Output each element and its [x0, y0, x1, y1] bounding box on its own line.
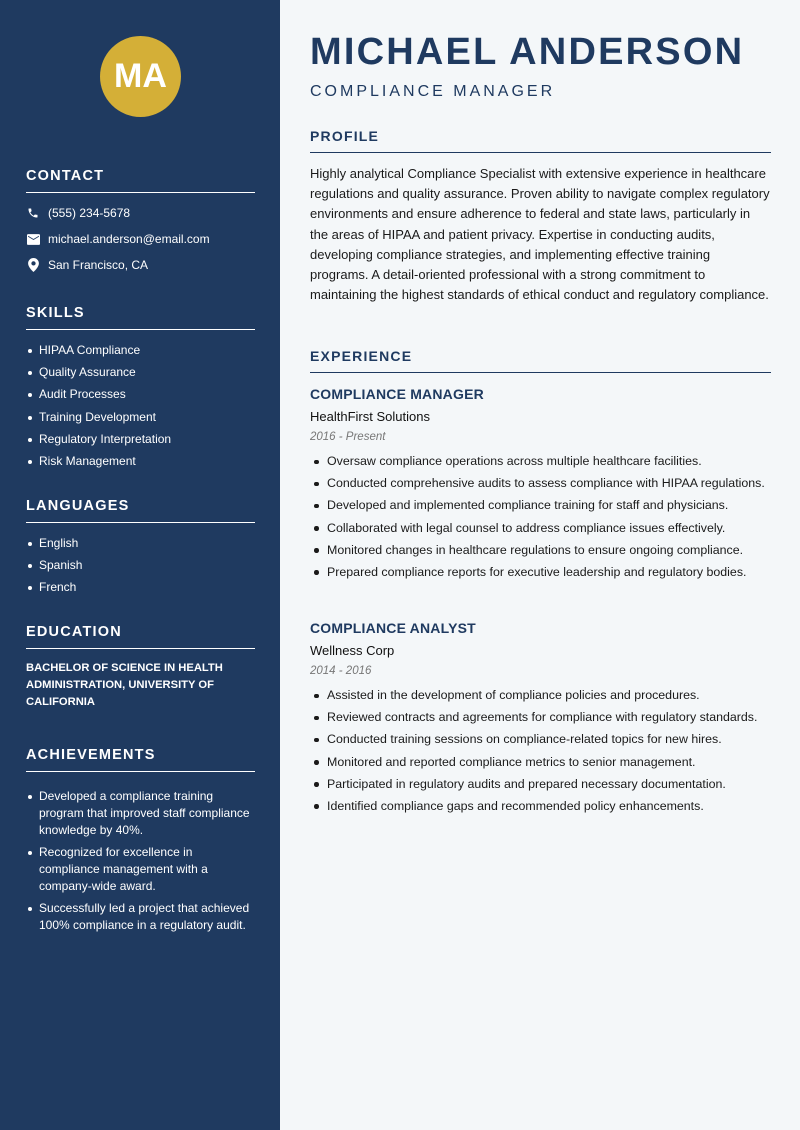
avatar-initials: MA: [100, 36, 181, 117]
job-title: COMPLIANCE ANALYST: [310, 620, 476, 636]
achievement-item: Successfully led a project that achieved 100% compliance in a regulatory audit.: [26, 900, 255, 934]
contact-phone: (555) 234-5678: [48, 206, 131, 220]
skill-item: Audit Processes: [26, 386, 255, 403]
language-item: English: [26, 535, 255, 552]
contact-email[interactable]: michael.anderson@email.com: [48, 232, 210, 246]
education-section: [26, 624, 255, 711]
skill-item: Risk Management: [26, 453, 255, 470]
skill-item: HIPAA Compliance: [26, 342, 255, 359]
skill-item: Training Development: [26, 409, 255, 426]
location-pin-icon: [26, 258, 40, 272]
skills-section: [26, 305, 255, 475]
phone-icon: [26, 206, 40, 220]
job-bullet: Monitored and reported compliance metrics to senior management.: [310, 754, 771, 771]
languages-list: [26, 535, 255, 596]
profile-text: Highly analytical Compliance Specialist with extensive experience in healthcare regulations and quality assurance. Proven ability to navigate complex regulatory environments and ensure adherence to federal and state laws, particularly in the areas of HIPAA and patient privacy. Expertise in conducting audits, developing compliance strategies, and implementing effective training programs. A detail-oriented professional with a strong commitment to maintaining the highest standards of ethical conduct and regulatory compliance.: [310, 166, 770, 303]
job-entry: [310, 620, 771, 820]
skill-item: Quality Assurance: [26, 364, 255, 381]
achievements-heading: ACHIEVEMENTS: [26, 747, 255, 772]
experience-heading: EXPERIENCE: [310, 348, 771, 373]
languages-section: [26, 498, 255, 602]
job-bullets: [310, 687, 771, 815]
job-bullet: Monitored changes in healthcare regulations to ensure ongoing compliance.: [310, 542, 771, 559]
languages-heading: LANGUAGES: [26, 498, 255, 523]
contact-phone-row: [26, 205, 255, 221]
job-title: COMPLIANCE MANAGER: [310, 386, 484, 402]
job-bullet: Identified compliance gaps and recommended policy enhancements.: [310, 798, 771, 815]
contact-section: [26, 168, 255, 273]
job-company: HealthFirst Solutions: [310, 409, 430, 424]
contact-email-row: [26, 231, 255, 247]
job-bullet: Conducted comprehensive audits to assess compliance with HIPAA regulations.: [310, 475, 771, 492]
contact-location-row: [26, 257, 255, 273]
job-bullets: [310, 453, 771, 581]
achievement-item: Developed a compliance training program that improved staff compliance knowledge by 40%.: [26, 788, 255, 839]
job-bullet: Prepared compliance reports for executive leadership and regulatory bodies.: [310, 564, 771, 581]
education-heading: EDUCATION: [26, 624, 255, 649]
achievements-section: [26, 747, 255, 940]
language-item: Spanish: [26, 557, 255, 574]
achievements-list: [26, 788, 255, 934]
job-bullet: Reviewed contracts and agreements for compliance with regulatory standards.: [310, 709, 771, 726]
job-bullet: Assisted in the development of compliance policies and procedures.: [310, 687, 771, 704]
job-bullet: Oversaw compliance operations across multiple healthcare facilities.: [310, 453, 771, 470]
sidebar: [0, 0, 280, 1130]
language-item: French: [26, 579, 255, 596]
skills-heading: SKILLS: [26, 305, 255, 330]
contact-location: San Francisco, CA: [48, 258, 149, 272]
education-degree: BACHELOR OF SCIENCE IN HEALTH ADMINISTRATION, UNIVERSITY OF CALIFORNIA: [26, 662, 223, 708]
job-entry: [310, 386, 771, 586]
skills-list: [26, 342, 255, 470]
contact-heading: CONTACT: [26, 168, 255, 193]
profile-heading: PROFILE: [310, 128, 771, 153]
job-bullet: Conducted training sessions on compliance-related topics for new hires.: [310, 731, 771, 748]
job-company: Wellness Corp: [310, 643, 395, 658]
achievement-item: Recognized for excellence in compliance management with a company-wide award.: [26, 844, 255, 895]
job-bullet: Collaborated with legal counsel to address compliance issues effectively.: [310, 520, 771, 537]
candidate-title: COMPLIANCE MANAGER: [310, 83, 556, 100]
email-icon: [26, 232, 40, 246]
skill-item: Regulatory Interpretation: [26, 431, 255, 448]
job-bullet: Participated in regulatory audits and prepared necessary documentation.: [310, 776, 771, 793]
job-dates: 2016 - Present: [310, 431, 386, 443]
candidate-name: MICHAEL ANDERSON: [310, 31, 745, 73]
job-bullet: Developed and implemented compliance training for staff and physicians.: [310, 497, 771, 514]
job-dates: 2014 - 2016: [310, 665, 372, 677]
